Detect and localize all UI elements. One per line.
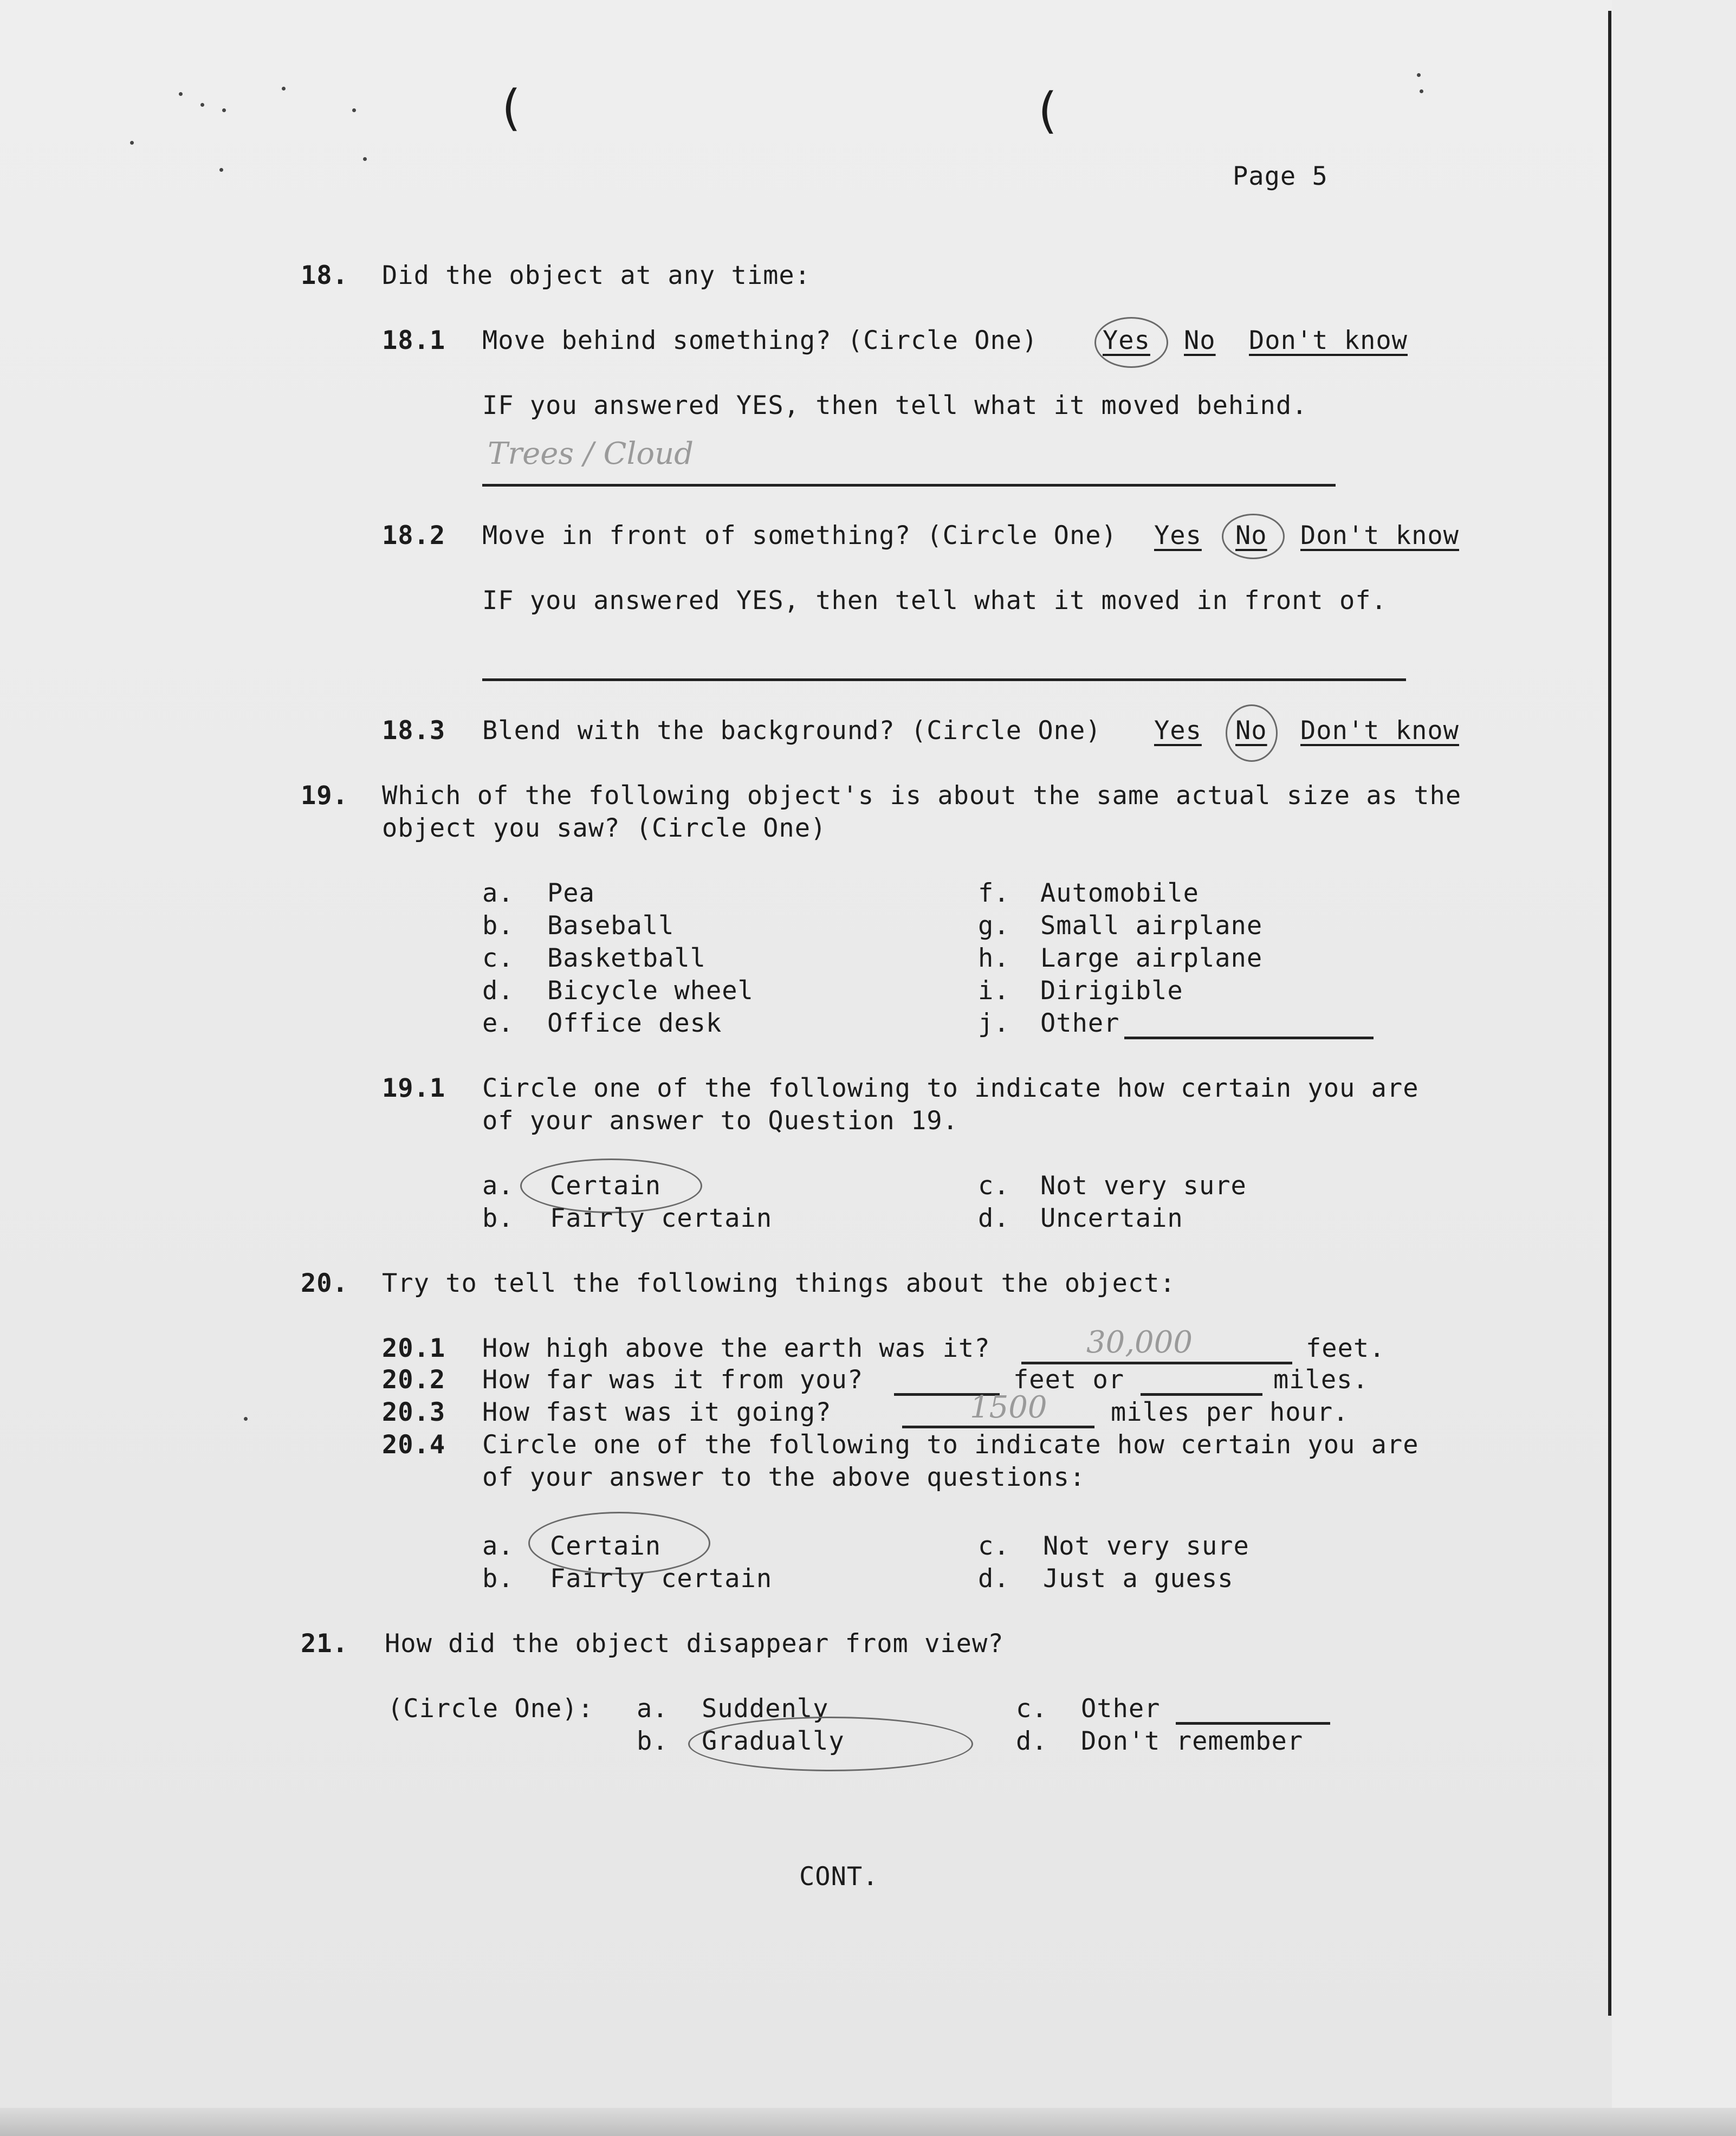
q20-text: Try to tell the following things about the object: bbox=[382, 1268, 1176, 1298]
q20-4-option-text: Not very sure bbox=[1043, 1531, 1249, 1561]
q20-1-answer-line bbox=[1021, 1362, 1292, 1364]
q19-option-letter: a. bbox=[482, 878, 514, 908]
q18-2-dontknow: Don't know bbox=[1300, 521, 1459, 551]
q20-2-text: How far was it from you? bbox=[482, 1365, 864, 1395]
scan-speck bbox=[1417, 73, 1421, 77]
q18-2-yes: Yes bbox=[1154, 521, 1202, 551]
continued-label: CONT. bbox=[799, 1862, 879, 1892]
q20-4-option-text: Just a guess bbox=[1043, 1564, 1234, 1594]
q21-number: 21. bbox=[301, 1629, 348, 1659]
page-number: Page 5 bbox=[1233, 161, 1328, 191]
q18-1-followup: IF you answered YES, then tell what it moved behind. bbox=[482, 391, 1308, 420]
scan-speck bbox=[352, 108, 356, 112]
q20-1-handwritten-answer: 30,000 bbox=[1086, 1325, 1193, 1360]
q19-option-letter: h. bbox=[978, 943, 1010, 973]
q19-1-option-text: Not very sure bbox=[1040, 1171, 1247, 1201]
q19-text-line2: object you saw? (Circle One) bbox=[382, 813, 827, 843]
q18-1-answer-line bbox=[482, 484, 1336, 487]
q19-other-answer-line bbox=[1124, 1037, 1374, 1039]
q20-number: 20. bbox=[301, 1268, 348, 1298]
q20-2-unit: miles. bbox=[1273, 1365, 1369, 1395]
q20-3-unit: miles per hour. bbox=[1111, 1397, 1349, 1427]
q19-option-text: Baseball bbox=[547, 911, 675, 941]
q20-4-number: 20.4 bbox=[382, 1430, 446, 1460]
q20-2-mid: feet or bbox=[1013, 1365, 1125, 1395]
q19-1-number: 19.1 bbox=[382, 1073, 446, 1103]
scan-speck bbox=[130, 141, 134, 145]
q19-option-text: Basketball bbox=[547, 943, 706, 973]
q20-3-handwritten-answer: 1500 bbox=[970, 1390, 1047, 1425]
q20-2-miles-line bbox=[1141, 1393, 1262, 1396]
q18-2-no: No bbox=[1235, 521, 1267, 551]
q20-2-number: 20.2 bbox=[382, 1365, 446, 1395]
q21-option-letter: b. bbox=[637, 1726, 669, 1756]
q20-4-option-letter: d. bbox=[978, 1564, 1010, 1594]
q21-text: How did the object disappear from view? bbox=[385, 1629, 1004, 1659]
q19-option-text: Office desk bbox=[547, 1008, 722, 1038]
q18-3-no-circle-mark bbox=[1226, 704, 1278, 762]
q20-3-number: 20.3 bbox=[382, 1397, 446, 1427]
q19-option-text: Bicycle wheel bbox=[547, 976, 754, 1006]
q20-1-number: 20.1 bbox=[382, 1334, 446, 1363]
q19-option-letter: d. bbox=[482, 976, 514, 1006]
q19-option-letter: f. bbox=[978, 878, 1010, 908]
q18-3-dontknow: Don't know bbox=[1300, 716, 1459, 746]
q19-number: 19. bbox=[301, 781, 348, 811]
q20-4-text-line2: of your answer to the above questions: bbox=[482, 1462, 1086, 1492]
q19-1-option-letter: a. bbox=[482, 1171, 514, 1201]
q18-1-yes: Yes bbox=[1103, 326, 1150, 355]
q20-4-option-letter: c. bbox=[978, 1531, 1010, 1561]
q18-2-number: 18.2 bbox=[382, 521, 446, 551]
q18-3-number: 18.3 bbox=[382, 716, 446, 746]
q21-option-text: Don't remember bbox=[1081, 1726, 1304, 1756]
q21-option-text: Suddenly bbox=[702, 1694, 829, 1724]
q20-3-answer-line bbox=[902, 1426, 1094, 1428]
q20-4-option-letter: b. bbox=[482, 1564, 514, 1594]
q19-1-option-letter: d. bbox=[978, 1203, 1010, 1233]
scan-margin bbox=[1612, 0, 1736, 2136]
q19-1-option-text: Uncertain bbox=[1040, 1203, 1183, 1233]
q18-1-number: 18.1 bbox=[382, 326, 446, 355]
scan-speck bbox=[282, 87, 286, 90]
q19-1-option-text: Fairly certain bbox=[550, 1203, 773, 1233]
q21-option-text: Other bbox=[1081, 1694, 1161, 1724]
q20-4-option-text: Certain bbox=[550, 1531, 662, 1561]
q18-2-followup: IF you answered YES, then tell what it moved in front of. bbox=[482, 586, 1387, 616]
q20-4-text-line1: Circle one of the following to indicate how certain you are bbox=[482, 1430, 1419, 1460]
q19-option-text: Dirigible bbox=[1040, 976, 1183, 1006]
q21-option-letter: a. bbox=[637, 1694, 669, 1724]
q21-other-answer-line bbox=[1176, 1722, 1330, 1725]
q19-option-letter: c. bbox=[482, 943, 514, 973]
q19-1-option-letter: b. bbox=[482, 1203, 514, 1233]
scan-bottom-shadow bbox=[0, 2108, 1736, 2136]
q19-option-text: Large airplane bbox=[1040, 943, 1263, 973]
q21-option-letter: d. bbox=[1016, 1726, 1048, 1756]
q19-option-text: Other bbox=[1040, 1008, 1120, 1038]
q20-1-unit: feet. bbox=[1306, 1334, 1385, 1363]
q19-1-text-line1: Circle one of the following to indicate how certain you are bbox=[482, 1073, 1419, 1103]
q19-option-letter: i. bbox=[978, 976, 1010, 1006]
q21-option-letter: c. bbox=[1016, 1694, 1048, 1724]
scan-speck bbox=[1420, 89, 1423, 93]
paren-right: ( bbox=[1032, 82, 1063, 139]
paren-left: ( bbox=[496, 80, 526, 137]
q19-option-letter: j. bbox=[978, 1008, 1010, 1038]
q18-1-dontknow: Don't know bbox=[1249, 326, 1408, 355]
q21-circle-one-label: (Circle One): bbox=[387, 1694, 594, 1724]
scan-speck bbox=[363, 157, 367, 161]
scan-speck bbox=[219, 168, 223, 172]
q19-option-text: Automobile bbox=[1040, 878, 1199, 908]
q18-number: 18. bbox=[301, 261, 348, 290]
q18-3-text: Blend with the background? (Circle One) bbox=[482, 716, 1102, 746]
q19-1-option-letter: c. bbox=[978, 1171, 1010, 1201]
q19-option-letter: g. bbox=[978, 911, 1010, 941]
scan-speck bbox=[179, 92, 183, 96]
scan-speck bbox=[222, 108, 226, 112]
q19-option-text: Pea bbox=[547, 878, 595, 908]
q18-2-answer-line bbox=[482, 678, 1406, 681]
scan-speck bbox=[200, 103, 204, 107]
q20-3-text: How fast was it going? bbox=[482, 1397, 832, 1427]
q18-text: Did the object at any time: bbox=[382, 261, 811, 290]
q19-1-option-text: Certain bbox=[550, 1171, 662, 1201]
q18-1-text: Move behind something? (Circle One) bbox=[482, 326, 1038, 355]
q19-text-line1: Which of the following object's is about the same actual size as the bbox=[382, 781, 1462, 811]
q18-3-yes: Yes bbox=[1154, 716, 1202, 746]
q20-4-option-letter: a. bbox=[482, 1531, 514, 1561]
q19-option-text: Small airplane bbox=[1040, 911, 1263, 941]
q21-gradually-circle-mark bbox=[688, 1717, 973, 1771]
q18-1-handwritten-answer: Trees / Cloud bbox=[488, 436, 694, 471]
q18-1-yes-circle-mark bbox=[1094, 317, 1168, 368]
page-edge bbox=[1608, 11, 1611, 2016]
q21-option-text: Gradually bbox=[702, 1726, 845, 1756]
q18-3-no: No bbox=[1235, 716, 1267, 746]
q19-option-letter: e. bbox=[482, 1008, 514, 1038]
q18-2-text: Move in front of something? (Circle One) bbox=[482, 521, 1117, 551]
q19-option-letter: b. bbox=[482, 911, 514, 941]
q18-1-no: No bbox=[1184, 326, 1216, 355]
scan-speck bbox=[244, 1417, 248, 1421]
q19-1-text-line2: of your answer to Question 19. bbox=[482, 1106, 958, 1136]
q20-4-option-text: Fairly certain bbox=[550, 1564, 773, 1594]
q18-2-no-circle-mark bbox=[1222, 514, 1285, 559]
q20-1-text: How high above the earth was it? bbox=[482, 1334, 990, 1363]
